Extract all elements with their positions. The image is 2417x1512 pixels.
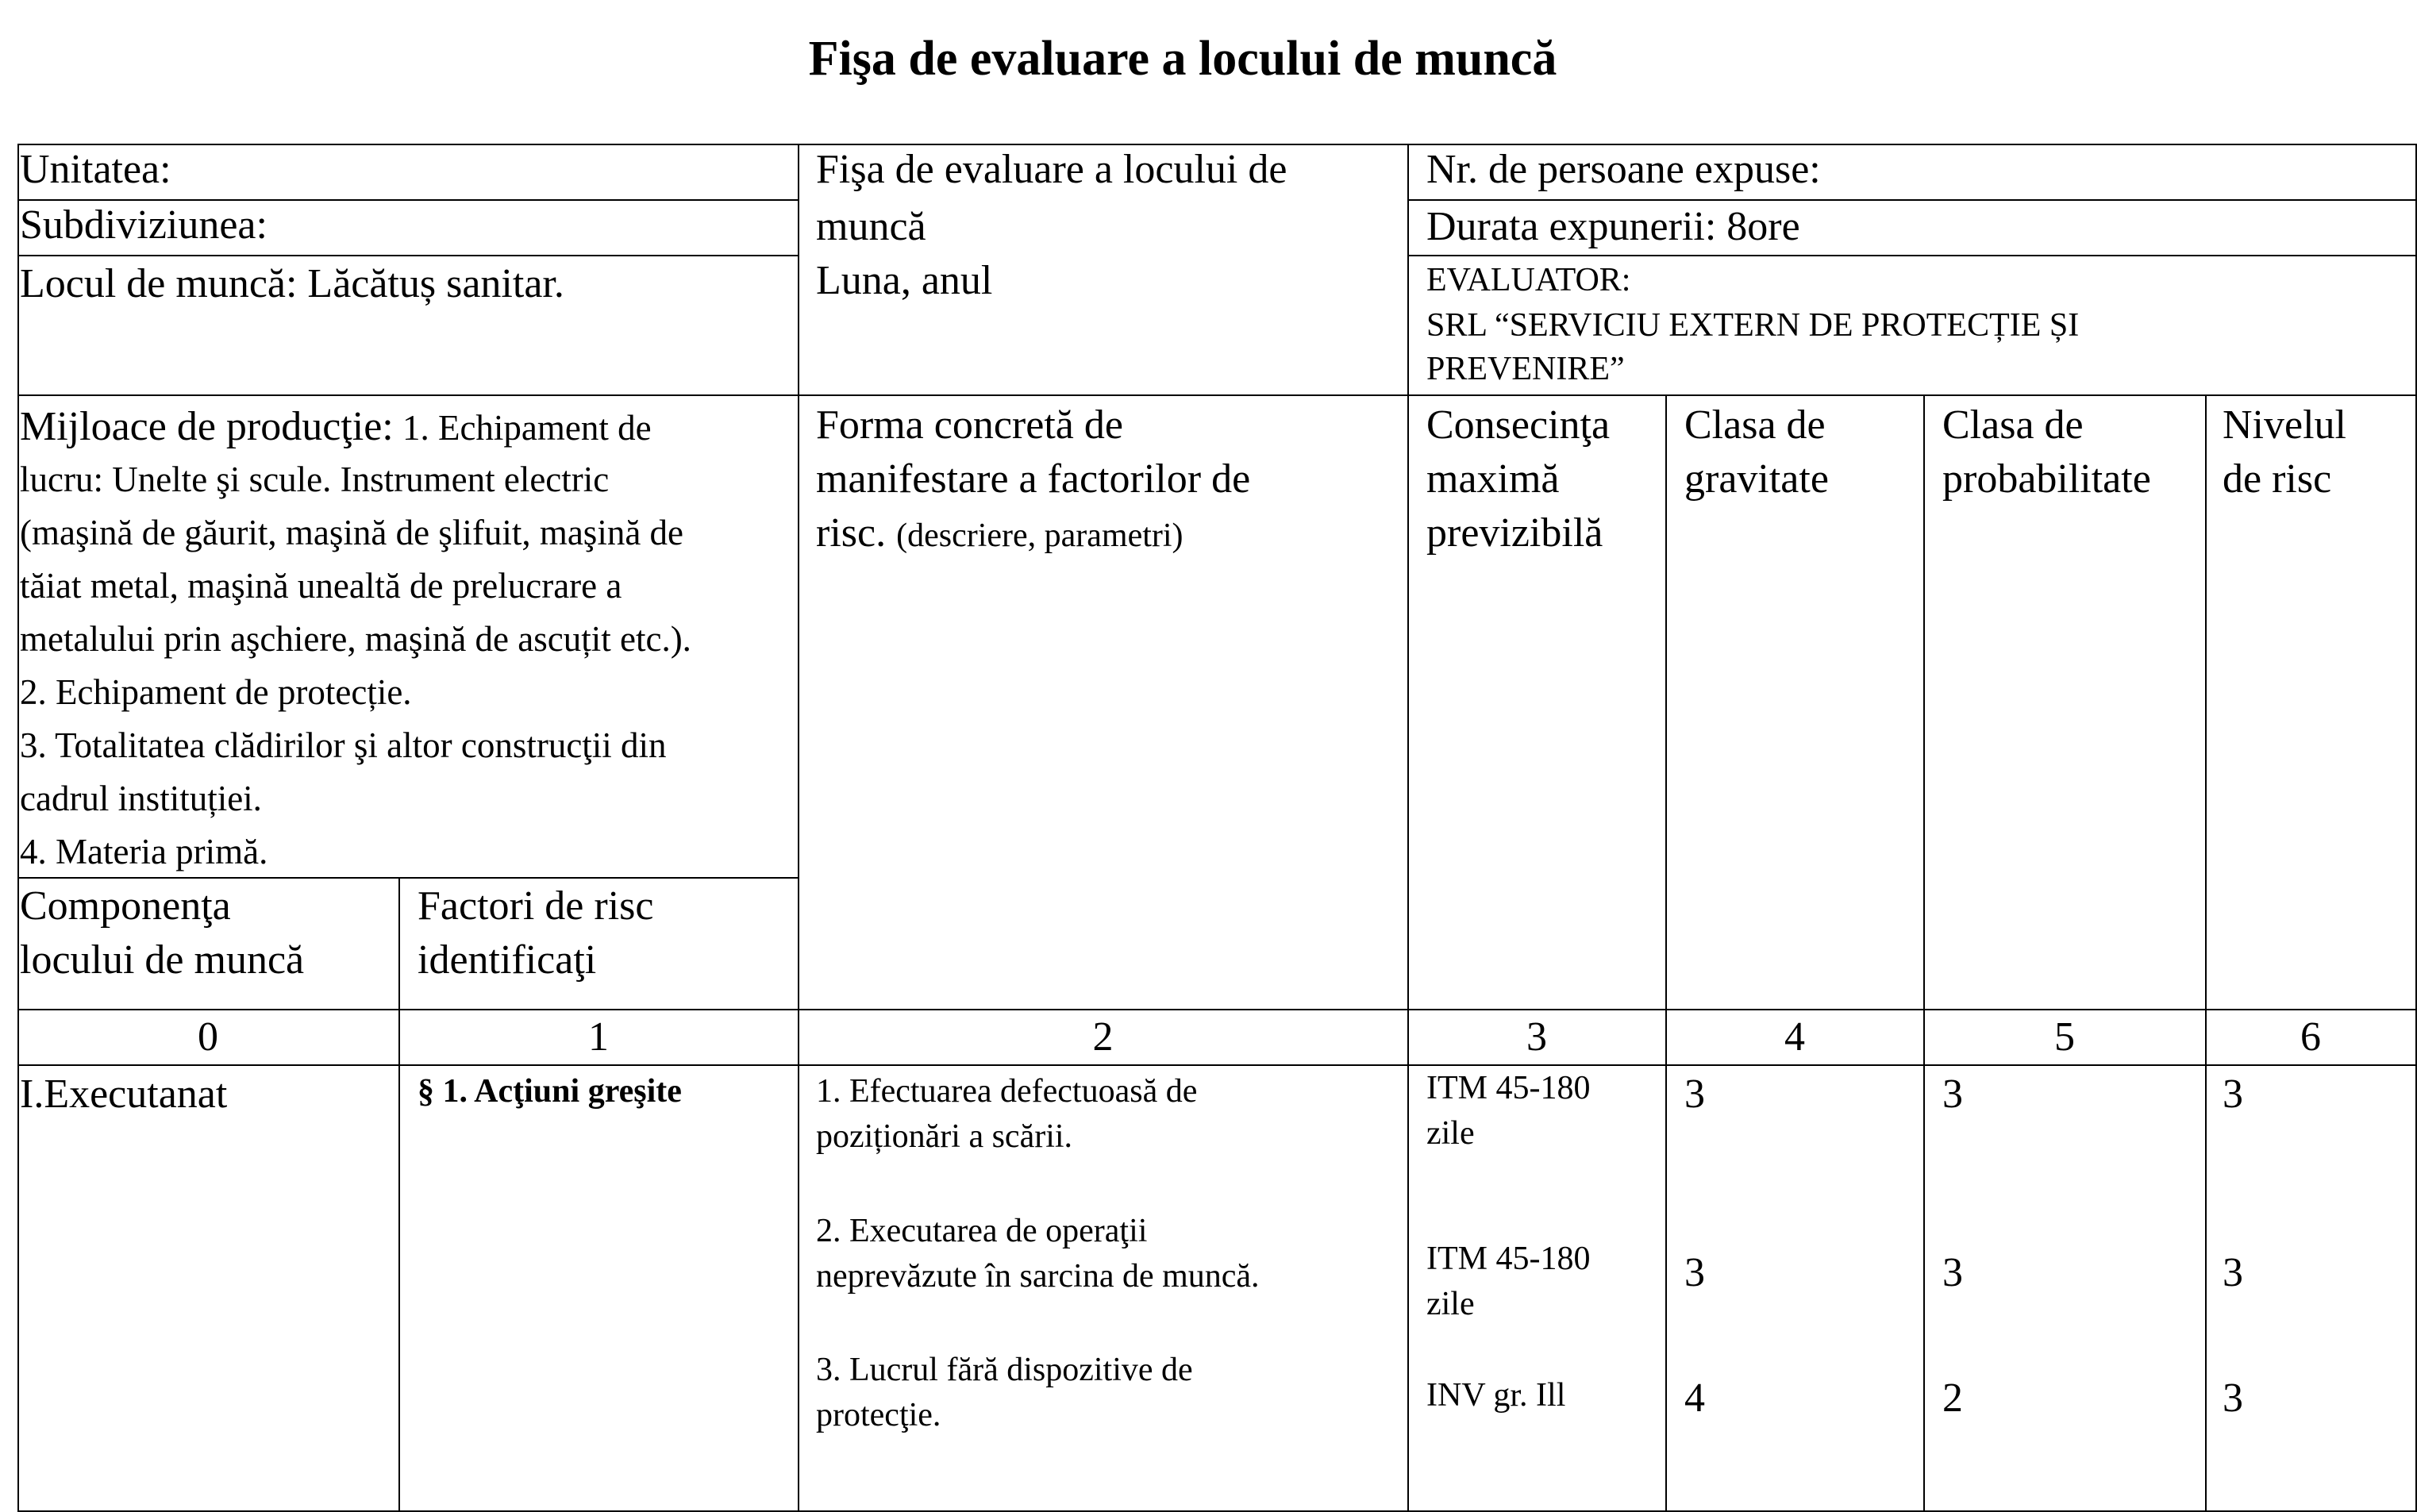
locul-de-munca-label: Locul de muncă: Lăcătuș sanitar. bbox=[20, 261, 564, 306]
subdiviziunea-label: Subdiviziunea: bbox=[20, 202, 267, 248]
item2-consequence: ITM 45-180 zile bbox=[1426, 1241, 1591, 1322]
col5-header: Clasa de probabilitate bbox=[1942, 402, 2151, 502]
component-cell: I.Executanat bbox=[20, 1071, 228, 1117]
col-number-6: 6 bbox=[2300, 1014, 2321, 1060]
col4-header: Clasa de gravitate bbox=[1684, 402, 1829, 502]
luna-anul: Luna, anul bbox=[816, 258, 993, 303]
col-number-3: 3 bbox=[1526, 1014, 1547, 1060]
item2-description: 2. Executarea de operaţii neprevăzute în sarcina de muncă. bbox=[816, 1213, 1260, 1295]
col6-header: Nivelul de risc bbox=[2223, 402, 2346, 502]
col-number-1: 1 bbox=[588, 1014, 609, 1060]
evaluator-label: EVALUATOR: bbox=[1426, 262, 1631, 298]
col2-header bbox=[816, 398, 1403, 563]
nr-persoane: Nr. de persoane expuse: bbox=[1426, 147, 1821, 192]
durata-expunerii: Durata expunerii: 8ore bbox=[1426, 204, 1800, 249]
item2-gravity: 3 bbox=[1684, 1250, 1705, 1295]
fisa-line1: Fişa de evaluare a locului de bbox=[816, 147, 1287, 192]
factor-cell: § 1. Acţiuni greşite bbox=[418, 1073, 682, 1110]
item2-probability: 3 bbox=[1942, 1250, 1963, 1295]
item1-risk: 3 bbox=[2223, 1071, 2243, 1117]
col3-header: Consecinţa maximă previzibilă bbox=[1426, 402, 1611, 556]
page-title: Fişa de evaluare a locului de muncă bbox=[808, 32, 1557, 86]
col1-header: Factori de risc identificaţi bbox=[418, 883, 654, 983]
item1-probability: 3 bbox=[1942, 1071, 1963, 1117]
item3-gravity: 4 bbox=[1684, 1375, 1705, 1421]
item1-description: 1. Efectuarea defectuoasă de poziționări a scării. bbox=[816, 1073, 1198, 1155]
unitatea-label: Unitatea: bbox=[20, 147, 171, 192]
item3-consequence: INV gr. Ill bbox=[1426, 1377, 1566, 1414]
mijloace-label: Mijloace de producţie: bbox=[20, 404, 394, 449]
item3-probability: 2 bbox=[1942, 1375, 1963, 1421]
col-number-2: 2 bbox=[1092, 1014, 1114, 1060]
fisa-line2: muncă bbox=[816, 204, 926, 249]
item2-risk: 3 bbox=[2223, 1250, 2243, 1295]
col-number-4: 4 bbox=[1784, 1014, 1805, 1060]
item1-gravity: 3 bbox=[1684, 1071, 1705, 1117]
evaluator-line2: PREVENIRE” bbox=[1426, 351, 1625, 387]
col-number-0: 0 bbox=[198, 1014, 218, 1060]
mijloace-list: lucru: Unelte şi scule. Instrument electric (maşină de găurit, maşină de şlifuit, maşină de tăiat metal, maşină unealtă de prelucrare a metalului prin aşchiere, maşină de ascuțit etc.). 2. Echipament de protecție. 3. Totalitatea clădirilor şi altor construcţii din cadrul instituției. 4. Materia primă. bbox=[20, 460, 691, 871]
col2-header-note: (descriere, parametri) bbox=[896, 517, 1183, 554]
item3-risk: 3 bbox=[2223, 1375, 2243, 1421]
col-number-5: 5 bbox=[2054, 1014, 2075, 1060]
item3-description: 3. Lucrul fără dispozitive de protecţie. bbox=[816, 1352, 1193, 1433]
col0-header: Componenţa locului de muncă bbox=[20, 883, 305, 983]
mijloace-block bbox=[20, 400, 794, 455]
item1-consequence: ITM 45-180 zile bbox=[1426, 1070, 1591, 1152]
mijloace-first-line: 1. Echipament de bbox=[402, 408, 652, 448]
col2-header-main: Forma concretă de manifestare a factorilor de risc. bbox=[816, 402, 1251, 556]
evaluator-line1: SRL “SERVICIU EXTERN DE PROTECȚIE ȘI bbox=[1426, 307, 2080, 344]
